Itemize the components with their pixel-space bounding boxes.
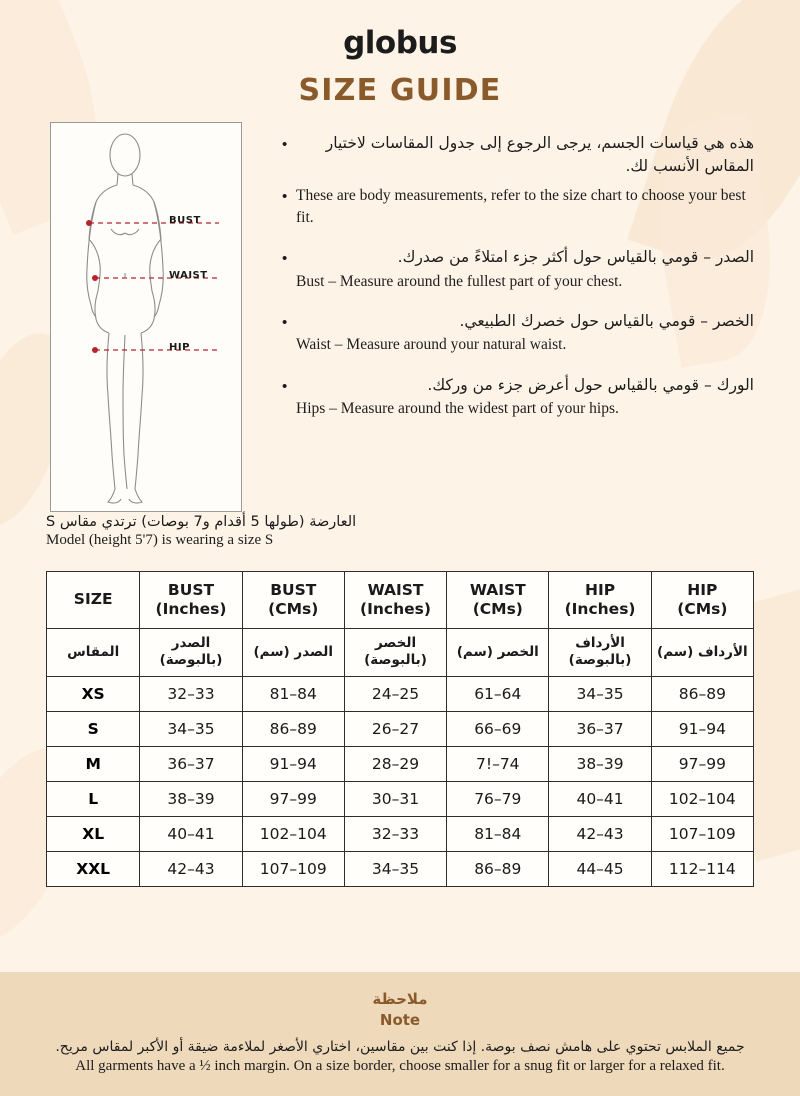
cell-bust-cms: 107–109: [242, 851, 344, 886]
note-label-ar: ملاحظة: [372, 990, 428, 1008]
top-section: [0, 108, 800, 512]
instruction-en: Hips – Measure around the widest part of your hips.: [296, 400, 619, 418]
cell-size: XL: [47, 816, 140, 851]
cell-hip-inches: 36–37: [549, 711, 651, 746]
cell-waist-cms: 81–84: [447, 816, 549, 851]
model-note-en: Model (height 5'7) is wearing a size S: [46, 532, 274, 548]
cell-waist-inches: 34–35: [344, 851, 446, 886]
bullet-dot-icon: •: [282, 314, 288, 332]
instruction-ar: الورك – قومي بالقياس حول أعرض جزء من وركك.: [427, 375, 754, 394]
cell-size: L: [47, 781, 140, 816]
cell-bust-inches: 36–37: [140, 746, 242, 781]
cell-hip-inches: 38–39: [549, 746, 651, 781]
cell-size: M: [47, 746, 140, 781]
cell-waist-cms: 86–89: [447, 851, 549, 886]
cell-waist-cms: 76–79: [447, 781, 549, 816]
cell-hip-cms: 102–104: [651, 781, 753, 816]
list-item: [282, 374, 754, 421]
table-row: [47, 711, 754, 746]
cell-size: XS: [47, 676, 140, 711]
col-header-ar-size: المقاس: [47, 628, 140, 676]
cell-waist-inches: 26–27: [344, 711, 446, 746]
cell-waist-cms: 66–69: [447, 711, 549, 746]
bullet-dot-icon: •: [282, 377, 288, 395]
col-header-ar-hip-inches: الأرداف (بالبوصة): [549, 628, 651, 676]
list-item: [282, 310, 754, 357]
cell-bust-inches: 42–43: [140, 851, 242, 886]
cell-bust-inches: 40–41: [140, 816, 242, 851]
instruction-ar: هذه هي قياسات الجسم، يرجى الرجوع إلى جدول المقاسات لاختيار المقاس الأنسب لك.: [325, 134, 754, 176]
list-item: [282, 246, 754, 293]
table-row: [47, 816, 754, 851]
col-header-hip-cms: HIP (CMs): [651, 572, 753, 629]
cell-hip-cms: 91–94: [651, 711, 753, 746]
bullet-dot-icon: •: [282, 136, 288, 153]
col-header-ar-hip-cms: الأرداف (سم): [651, 628, 753, 676]
brand-logo: globus: [343, 25, 457, 61]
instruction-en: These are body measurements, refer to the size chart to choose your best fit.: [296, 186, 746, 226]
table-header-row-ar: [47, 628, 754, 676]
female-body-outline-icon: [51, 123, 243, 513]
note-body-en: All garments have a ½ inch margin. On a size border, choose smaller for a snug fit or larger for a relaxed fit.: [75, 1058, 725, 1074]
note-label-en: Note: [379, 1011, 421, 1029]
model-note: [0, 512, 800, 549]
size-chart-wrapper: [0, 549, 800, 887]
bullet-dot-icon: •: [282, 187, 288, 205]
size-chart-table: [46, 571, 754, 887]
cell-hip-cms: 107–109: [651, 816, 753, 851]
cell-waist-inches: 24–25: [344, 676, 446, 711]
cell-bust-cms: 102–104: [242, 816, 344, 851]
cell-bust-inches: 34–35: [140, 711, 242, 746]
instructions-list: [242, 122, 754, 438]
col-header-hip-inches: HIP (Inches): [549, 572, 651, 629]
col-header-ar-waist-inches: الخصر (بالبوصة): [344, 628, 446, 676]
bullet-dot-icon: •: [282, 250, 288, 268]
cell-hip-inches: 40–41: [549, 781, 651, 816]
table-row: [47, 676, 754, 711]
cell-size: XXL: [47, 851, 140, 886]
cell-bust-cms: 86–89: [242, 711, 344, 746]
col-header-waist-cms: WAIST (CMs): [447, 572, 549, 629]
col-header-size: SIZE: [47, 572, 140, 629]
figure-label-hip: HIP: [169, 342, 190, 353]
cell-hip-inches: 34–35: [549, 676, 651, 711]
cell-hip-cms: 112–114: [651, 851, 753, 886]
table-row: [47, 781, 754, 816]
list-item: [282, 184, 754, 230]
cell-waist-inches: 32–33: [344, 816, 446, 851]
cell-hip-inches: 44–45: [549, 851, 651, 886]
cell-bust-inches: 38–39: [140, 781, 242, 816]
note-body-ar: جميع الملابس تحتوي على هامش نصف بوصة. إذا كنت بين مقاسين، اختاري الأصغر لملاءمة ضيقة أو الأكبر لمقاس مريح.: [55, 1039, 745, 1055]
figure-label-bust: BUST: [169, 215, 201, 226]
cell-bust-cms: 81–84: [242, 676, 344, 711]
cell-size: S: [47, 711, 140, 746]
col-header-bust-cms: BUST (CMs): [242, 572, 344, 629]
cell-hip-cms: 97–99: [651, 746, 753, 781]
col-header-bust-inches: BUST (Inches): [140, 572, 242, 629]
cell-waist-cms: 61–64: [447, 676, 549, 711]
instruction-en: Waist – Measure around your natural waist.: [296, 336, 567, 354]
col-header-ar-bust-inches: الصدر (بالبوصة): [140, 628, 242, 676]
page-header: [0, 0, 800, 108]
model-note-ar: العارضة (طولها 5 أقدام و7 بوصات) ترتدي مقاس S: [46, 514, 357, 530]
cell-waist-inches: 30–31: [344, 781, 446, 816]
cell-bust-cms: 97–99: [242, 781, 344, 816]
cell-hip-inches: 42–43: [549, 816, 651, 851]
figure-label-waist: WAIST: [169, 270, 208, 281]
cell-bust-inches: 32–33: [140, 676, 242, 711]
instruction-ar: الخصر – قومي بالقياس حول خصرك الطبيعي.: [459, 312, 754, 331]
table-row: [47, 851, 754, 886]
cell-waist-inches: 28–29: [344, 746, 446, 781]
instruction-en: Bust – Measure around the fullest part of your chest.: [296, 272, 623, 290]
cell-hip-cms: 86–89: [651, 676, 753, 711]
cell-waist-cms: 7!–74: [447, 746, 549, 781]
col-header-waist-inches: WAIST (Inches): [344, 572, 446, 629]
instruction-ar: الصدر – قومي بالقياس حول أكثر جزء امتلاءً من صدرك.: [397, 248, 754, 267]
page-title: SIZE GUIDE: [298, 73, 502, 108]
footer-note-band: [0, 972, 800, 1096]
col-header-ar-waist-cms: الخصر (سم): [447, 628, 549, 676]
table-header-row-en: [47, 572, 754, 629]
table-row: [47, 746, 754, 781]
body-measurement-figure: [50, 122, 242, 512]
list-item: [282, 132, 754, 181]
col-header-ar-bust-cms: الصدر (سم): [242, 628, 344, 676]
cell-bust-cms: 91–94: [242, 746, 344, 781]
